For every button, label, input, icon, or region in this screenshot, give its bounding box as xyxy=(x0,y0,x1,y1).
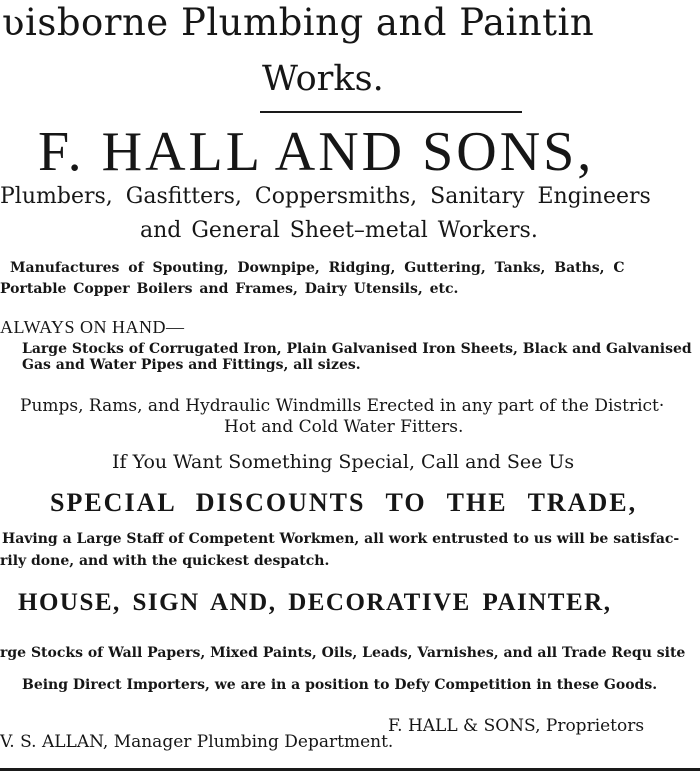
special-call-line: If You Want Something Special, Call and See Us xyxy=(112,451,575,473)
manufacturers-line-2: Portable Copper Boilers and Frames, Dairy Utensils, etc. xyxy=(0,281,459,297)
heading-line-1: ʋisborne Plumbing and Paintin xyxy=(2,1,595,44)
staff-line-1: Having a Large Staff of Competent Workmen, all work entrusted to us will be satisfac- xyxy=(2,531,680,547)
stocks-line-1: Large Stocks of Corrugated Iron, Plain Galvanised Iron Sheets, Black and Galvanised xyxy=(22,341,692,357)
firm-name: F. HALL AND SONS, xyxy=(38,121,595,183)
bottom-rule xyxy=(0,768,700,771)
always-on-hand-heading: ALWAYS ON HAND— xyxy=(0,317,185,337)
wallpapers-line: rge Stocks of Wall Papers, Mixed Paints, Oils, Leads, Varnishes, and all Trade Requ site xyxy=(0,645,686,661)
pumps-line-1: Pumps, Rams, and Hydraulic Windmills Erected in any part of the District· xyxy=(20,396,665,416)
importers-line: Being Direct Importers, we are in a position to Defy Competition in these Goods. xyxy=(22,677,658,693)
heading-underline xyxy=(260,111,522,113)
stocks-line-2: Gas and Water Pipes and Fittings, all sizes. xyxy=(22,357,361,373)
proprietors-line: F. HALL & SONS, Proprietors xyxy=(388,716,645,736)
discounts-heading: SPECIAL DISCOUNTS TO THE TRADE, xyxy=(50,488,638,517)
pumps-line-2: Hot and Cold Water Fitters. xyxy=(224,417,464,437)
manager-line: V. S. ALLAN, Manager Plumbing Department. xyxy=(0,732,394,752)
heading-line-2: Works. xyxy=(262,59,384,99)
trades-line-1: Plumbers, Gasfitters, Coppersmiths, Sanitary Engineers xyxy=(0,184,651,209)
painter-heading: HOUSE, SIGN AND, DECORATIVE PAINTER, xyxy=(18,589,612,616)
staff-line-2: rily done, and with the quickest despatch. xyxy=(0,553,330,569)
trades-line-2: and General Sheet–metal Workers. xyxy=(140,218,538,243)
manufacturers-line-1: Manufactures of Spouting, Downpipe, Ridging, Guttering, Tanks, Baths, C xyxy=(10,260,625,276)
